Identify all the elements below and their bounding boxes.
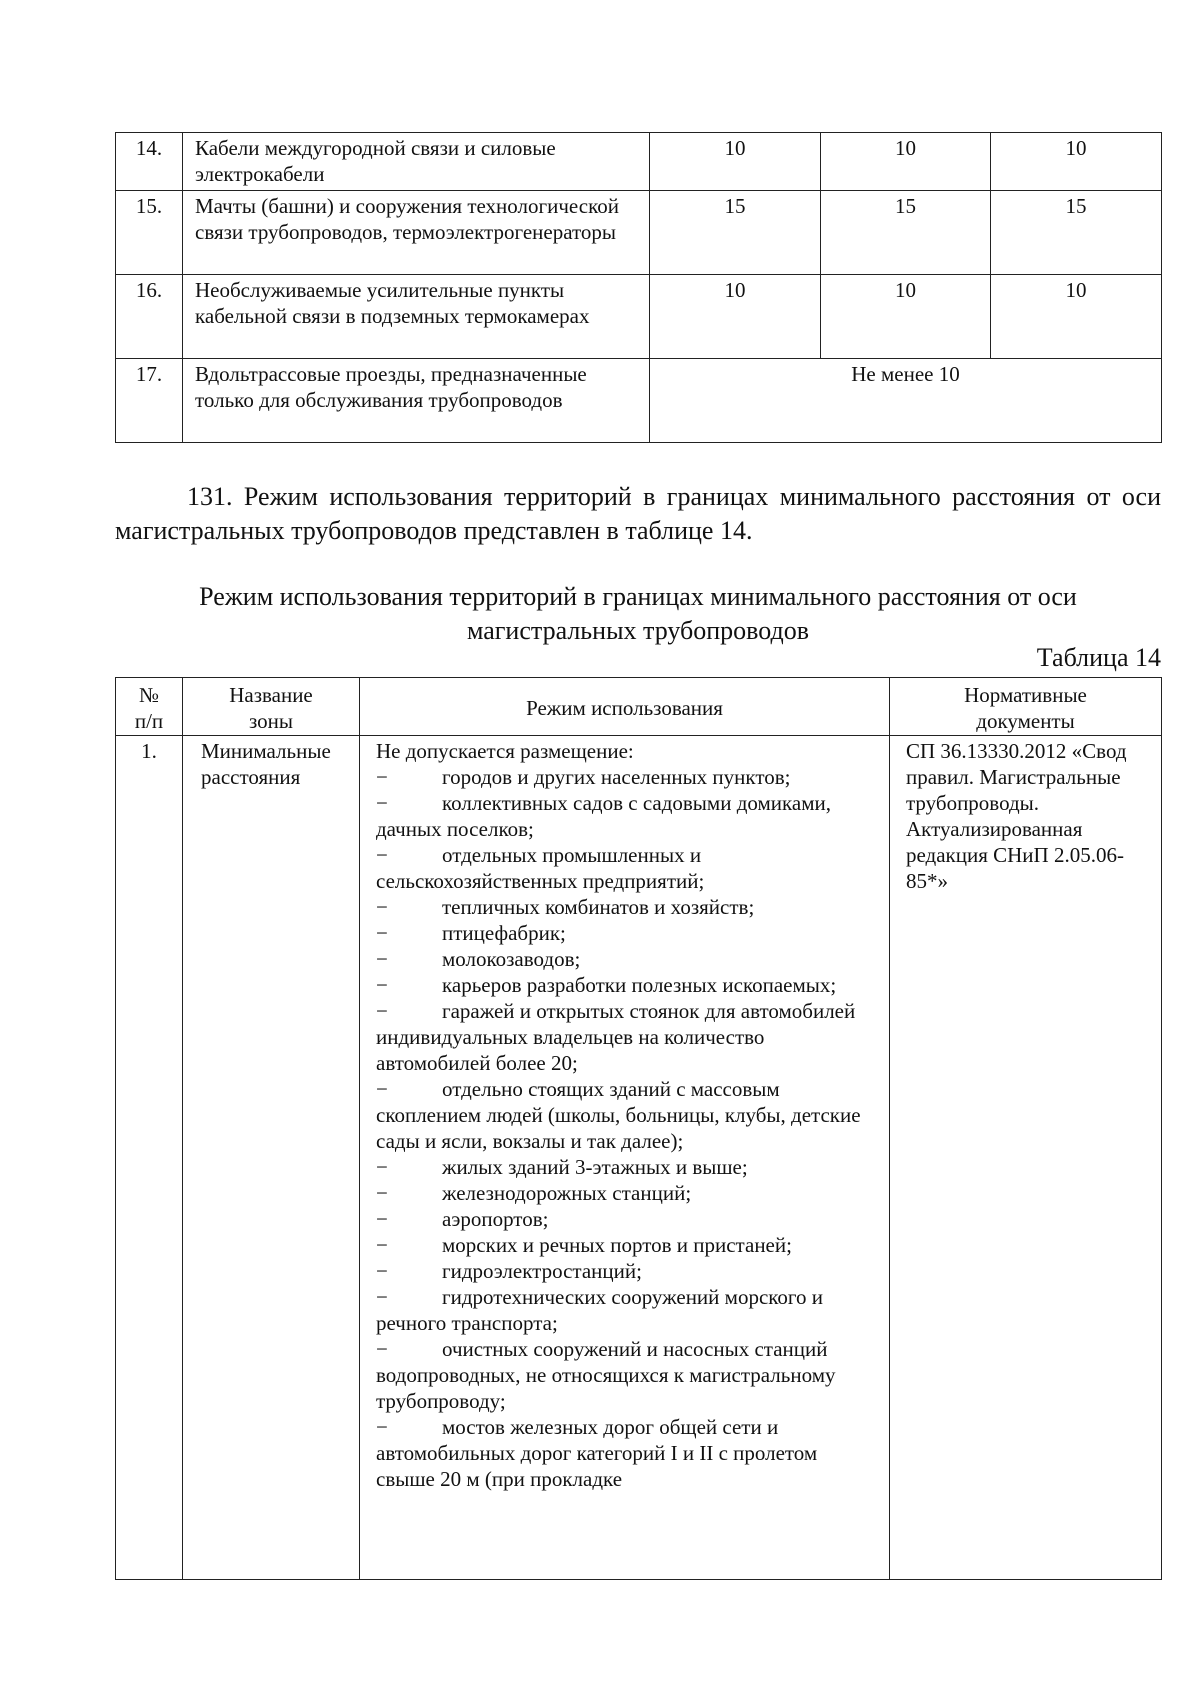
table-row	[116, 736, 1162, 1580]
row-value: 15	[650, 191, 821, 275]
row-value: 10	[650, 133, 821, 191]
distance-table-continuation	[115, 132, 1162, 443]
list-item: − аэропортов;	[376, 1207, 549, 1231]
row-name: Кабели междугородной связи и силовые электрокабели	[183, 133, 650, 191]
regime-list	[360, 736, 890, 1580]
row-value: 10	[821, 275, 991, 359]
table-caption: Режим использования территорий в границах минимального расстояния от оси магистральных трубопроводов	[199, 582, 1077, 645]
header-number: № п/п	[116, 678, 183, 736]
table-row	[116, 191, 1162, 275]
list-item: − жилых зданий 3-этажных и выше;	[376, 1155, 748, 1179]
list-item: − отдельно стоящих зданий с массовым скоплением людей (школы, больницы, клубы, детские сады и ясли, вокзалы и так далее);	[376, 1077, 861, 1153]
header-regime: Режим использования	[360, 678, 890, 736]
row-name: Мачты (башни) и сооружения технологической связи трубопроводов, термоэлектрогенераторы	[183, 191, 650, 275]
header-zone-name: Название зоны	[183, 678, 360, 736]
row-value: 10	[991, 275, 1162, 359]
table-header-row	[116, 678, 1162, 736]
zone-name: Минимальные расстояния	[183, 736, 360, 1580]
row-value: 10	[821, 133, 991, 191]
row-value: 15	[821, 191, 991, 275]
list-item: − гидроэлектростанций;	[376, 1259, 642, 1283]
table-row	[116, 275, 1162, 359]
list-item: − мостов железных дорог общей сети и автомобильных дорог категорий I и II с пролетом свыше 20 м (при прокладке	[376, 1415, 818, 1491]
list-item: − тепличных комбинатов и хозяйств;	[376, 895, 755, 919]
table-row	[116, 133, 1162, 191]
row-number: 17.	[116, 359, 183, 443]
list-item: − коллективных садов с садовыми домиками, дачных поселков;	[376, 791, 831, 841]
row-number: 15.	[116, 191, 183, 275]
row-value: 10	[650, 275, 821, 359]
list-item: − птицефабрик;	[376, 921, 566, 945]
list-item: − молокозаводов;	[376, 947, 581, 971]
normative-documents: СП 36.13330.2012 «Свод правил. Магистральные трубопроводы. Актуализированная редакция СНиП 2.05.06-85*»	[890, 736, 1162, 1580]
row-number: 1.	[116, 736, 183, 1580]
header-documents: Нормативные документы	[890, 678, 1162, 736]
list-item: − карьеров разработки полезных ископаемых;	[376, 973, 837, 997]
paragraph-131: 131. Режим использования территорий в границах минимального расстояния от оси магистральных трубопроводов представлен в таблице 14.	[115, 482, 1161, 545]
list-item: − морских и речных портов и пристаней;	[376, 1233, 792, 1257]
row-name: Необслуживаемые усилительные пункты кабельной связи в подземных термокамерах	[183, 275, 650, 359]
list-item: − гаражей и открытых стоянок для автомобилей индивидуальных владельцев на количество автомобилей более 20;	[376, 999, 856, 1075]
row-name: Вдольтрассовые проезды, предназначенные только для обслуживания трубопроводов	[183, 359, 650, 443]
regime-intro: Не допускается размещение:	[376, 739, 634, 763]
row-value: 15	[991, 191, 1162, 275]
table-label: Таблица 14	[1036, 643, 1161, 672]
row-number: 16.	[116, 275, 183, 359]
row-merged-value: Не менее 10	[650, 359, 1162, 443]
list-item: − отдельных промышленных и сельскохозяйственных предприятий;	[376, 843, 705, 893]
row-number: 14.	[116, 133, 183, 191]
usage-regime-table	[115, 677, 1162, 1580]
list-item: − городов и других населенных пунктов;	[376, 765, 791, 789]
row-value: 10	[991, 133, 1162, 191]
list-item: − железнодорожных станций;	[376, 1181, 692, 1205]
list-item: − очистных сооружений и насосных станций водопроводных, не относящихся к магистральному трубопроводу;	[376, 1337, 836, 1413]
table-row	[116, 359, 1162, 443]
list-item: − гидротехнических сооружений морского и речного транспорта;	[376, 1285, 823, 1335]
